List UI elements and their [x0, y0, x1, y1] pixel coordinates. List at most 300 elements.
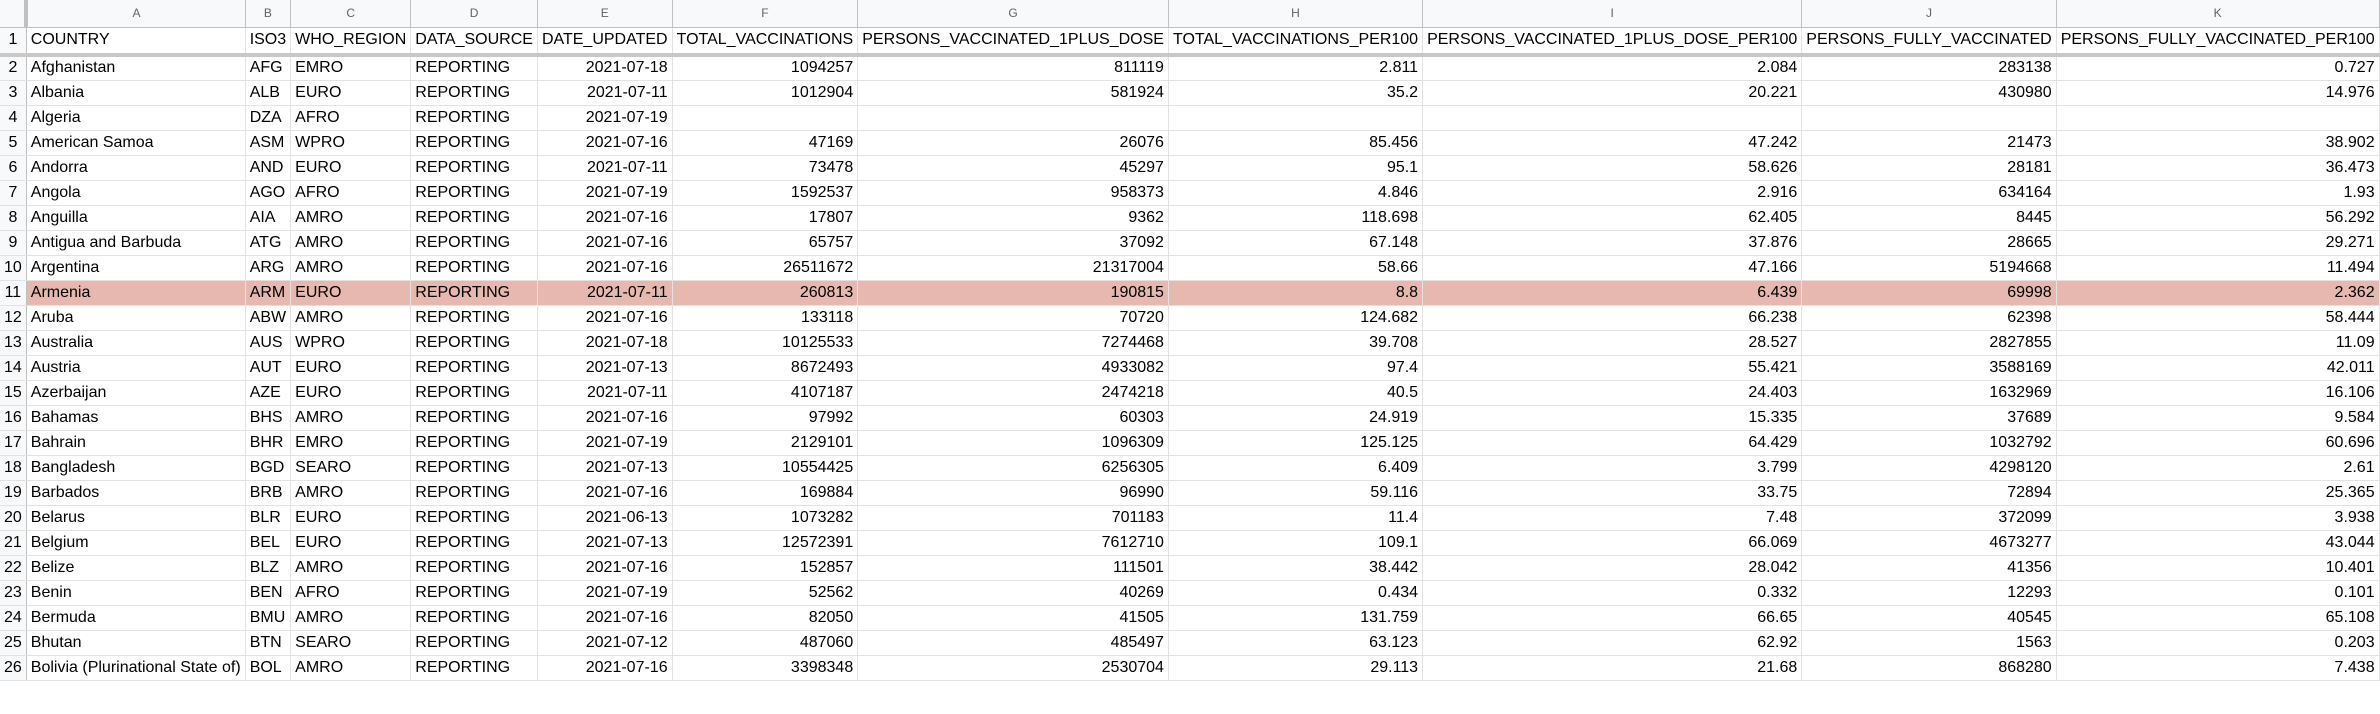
- table-cell[interactable]: 62.405: [1423, 205, 1802, 230]
- table-cell[interactable]: Benin: [26, 580, 245, 605]
- table-cell[interactable]: 2021-07-19: [537, 580, 672, 605]
- table-cell[interactable]: BGD: [245, 455, 290, 480]
- table-cell[interactable]: 2021-07-11: [537, 155, 672, 180]
- table-cell[interactable]: Bermuda: [26, 605, 245, 630]
- table-cell[interactable]: 1632969: [1802, 380, 2056, 405]
- table-cell[interactable]: 2.084: [1423, 55, 1802, 80]
- table-cell[interactable]: 0.203: [2056, 630, 2379, 655]
- table-cell[interactable]: 3398348: [672, 655, 858, 680]
- table-cell[interactable]: 2021-07-16: [537, 230, 672, 255]
- table-cell[interactable]: 47169: [672, 130, 858, 155]
- table-cell[interactable]: 2021-07-16: [537, 480, 672, 505]
- column-title-cell[interactable]: TOTAL_VACCINATIONS: [672, 27, 858, 55]
- table-cell[interactable]: 47.166: [1423, 255, 1802, 280]
- table-cell[interactable]: Belarus: [26, 505, 245, 530]
- table-cell[interactable]: 16.106: [2056, 380, 2379, 405]
- table-cell[interactable]: [1423, 105, 1802, 130]
- table-cell[interactable]: REPORTING: [411, 55, 538, 80]
- table-cell[interactable]: 190815: [858, 280, 1169, 305]
- table-cell[interactable]: 11.09: [2056, 330, 2379, 355]
- column-title-cell[interactable]: TOTAL_VACCINATIONS_PER100: [1168, 27, 1422, 55]
- table-cell[interactable]: 0.332: [1423, 580, 1802, 605]
- table-cell[interactable]: 2021-07-18: [537, 330, 672, 355]
- table-cell[interactable]: 21317004: [858, 255, 1169, 280]
- table-cell[interactable]: 28.042: [1423, 555, 1802, 580]
- table-cell[interactable]: 372099: [1802, 505, 2056, 530]
- table-cell[interactable]: 38.442: [1168, 555, 1422, 580]
- table-cell[interactable]: 29.113: [1168, 655, 1422, 680]
- table-cell[interactable]: EURO: [291, 530, 411, 555]
- table-cell[interactable]: 2021-07-11: [537, 280, 672, 305]
- select-all-corner[interactable]: [0, 0, 26, 27]
- table-cell[interactable]: 125.125: [1168, 430, 1422, 455]
- table-cell[interactable]: 47.242: [1423, 130, 1802, 155]
- table-cell[interactable]: AFRO: [291, 580, 411, 605]
- table-cell[interactable]: EURO: [291, 505, 411, 530]
- table-cell[interactable]: REPORTING: [411, 430, 538, 455]
- table-cell[interactable]: 430980: [1802, 80, 2056, 105]
- table-cell[interactable]: 12572391: [672, 530, 858, 555]
- table-cell[interactable]: REPORTING: [411, 330, 538, 355]
- table-cell[interactable]: 26076: [858, 130, 1169, 155]
- table-cell[interactable]: 36.473: [2056, 155, 2379, 180]
- table-cell[interactable]: 5194668: [1802, 255, 2056, 280]
- table-cell[interactable]: 40.5: [1168, 380, 1422, 405]
- table-cell[interactable]: 17807: [672, 205, 858, 230]
- table-cell[interactable]: REPORTING: [411, 155, 538, 180]
- table-cell[interactable]: 1012904: [672, 80, 858, 105]
- table-cell[interactable]: 65.108: [2056, 605, 2379, 630]
- table-cell[interactable]: 58.626: [1423, 155, 1802, 180]
- table-cell[interactable]: 10554425: [672, 455, 858, 480]
- table-cell[interactable]: Armenia: [26, 280, 245, 305]
- table-cell[interactable]: 2021-07-16: [537, 605, 672, 630]
- table-cell[interactable]: 6.409: [1168, 455, 1422, 480]
- table-cell[interactable]: 634164: [1802, 180, 2056, 205]
- table-cell[interactable]: 65757: [672, 230, 858, 255]
- table-cell[interactable]: 60.696: [2056, 430, 2379, 455]
- table-cell[interactable]: BHR: [245, 430, 290, 455]
- table-cell[interactable]: 1592537: [672, 180, 858, 205]
- table-cell[interactable]: 2021-06-13: [537, 505, 672, 530]
- row-number[interactable]: 25: [0, 630, 26, 655]
- table-cell[interactable]: REPORTING: [411, 355, 538, 380]
- table-cell[interactable]: Bangladesh: [26, 455, 245, 480]
- table-cell[interactable]: 109.1: [1168, 530, 1422, 555]
- table-cell[interactable]: REPORTING: [411, 555, 538, 580]
- table-cell[interactable]: REPORTING: [411, 605, 538, 630]
- table-cell[interactable]: EURO: [291, 380, 411, 405]
- table-cell[interactable]: 82050: [672, 605, 858, 630]
- table-cell[interactable]: 701183: [858, 505, 1169, 530]
- table-cell[interactable]: 487060: [672, 630, 858, 655]
- table-cell[interactable]: 24.403: [1423, 380, 1802, 405]
- column-header[interactable]: I: [1423, 0, 1802, 27]
- table-cell[interactable]: 66.238: [1423, 305, 1802, 330]
- table-cell[interactable]: 39.708: [1168, 330, 1422, 355]
- table-cell[interactable]: AFRO: [291, 180, 411, 205]
- row-number[interactable]: 16: [0, 405, 26, 430]
- table-cell[interactable]: Bhutan: [26, 630, 245, 655]
- table-cell[interactable]: 40269: [858, 580, 1169, 605]
- table-cell[interactable]: ATG: [245, 230, 290, 255]
- table-cell[interactable]: 2.916: [1423, 180, 1802, 205]
- row-number[interactable]: 19: [0, 480, 26, 505]
- table-cell[interactable]: REPORTING: [411, 580, 538, 605]
- table-cell[interactable]: 60303: [858, 405, 1169, 430]
- table-cell[interactable]: Austria: [26, 355, 245, 380]
- column-header[interactable]: C: [291, 0, 411, 27]
- table-cell[interactable]: 8672493: [672, 355, 858, 380]
- table-cell[interactable]: 2021-07-13: [537, 530, 672, 555]
- row-number[interactable]: 4: [0, 105, 26, 130]
- table-cell[interactable]: Afghanistan: [26, 55, 245, 80]
- table-cell[interactable]: AIA: [245, 205, 290, 230]
- table-cell[interactable]: AGO: [245, 180, 290, 205]
- row-number[interactable]: 18: [0, 455, 26, 480]
- table-cell[interactable]: 10125533: [672, 330, 858, 355]
- table-cell[interactable]: Bahrain: [26, 430, 245, 455]
- table-cell[interactable]: 7.48: [1423, 505, 1802, 530]
- row-number[interactable]: 10: [0, 255, 26, 280]
- table-cell[interactable]: 64.429: [1423, 430, 1802, 455]
- table-cell[interactable]: [1802, 105, 2056, 130]
- table-cell[interactable]: 10.401: [2056, 555, 2379, 580]
- table-cell[interactable]: 133118: [672, 305, 858, 330]
- table-cell[interactable]: 124.682: [1168, 305, 1422, 330]
- table-cell[interactable]: 7.438: [2056, 655, 2379, 680]
- table-cell[interactable]: American Samoa: [26, 130, 245, 155]
- column-header[interactable]: H: [1168, 0, 1422, 27]
- table-cell[interactable]: BRB: [245, 480, 290, 505]
- table-cell[interactable]: 2021-07-16: [537, 405, 672, 430]
- table-cell[interactable]: AUS: [245, 330, 290, 355]
- table-cell[interactable]: 58.444: [2056, 305, 2379, 330]
- table-cell[interactable]: [1168, 105, 1422, 130]
- table-cell[interactable]: 67.148: [1168, 230, 1422, 255]
- table-cell[interactable]: 37.876: [1423, 230, 1802, 255]
- table-cell[interactable]: REPORTING: [411, 230, 538, 255]
- table-cell[interactable]: 14.976: [2056, 80, 2379, 105]
- table-cell[interactable]: 96990: [858, 480, 1169, 505]
- table-cell[interactable]: REPORTING: [411, 380, 538, 405]
- table-cell[interactable]: REPORTING: [411, 530, 538, 555]
- table-cell[interactable]: 28665: [1802, 230, 2056, 255]
- table-cell[interactable]: Aruba: [26, 305, 245, 330]
- table-cell[interactable]: 581924: [858, 80, 1169, 105]
- table-cell[interactable]: 1563: [1802, 630, 2056, 655]
- table-cell[interactable]: 0.727: [2056, 55, 2379, 80]
- table-cell[interactable]: Australia: [26, 330, 245, 355]
- table-cell[interactable]: 111501: [858, 555, 1169, 580]
- table-cell[interactable]: WPRO: [291, 330, 411, 355]
- table-cell[interactable]: 2021-07-16: [537, 305, 672, 330]
- table-cell[interactable]: 118.698: [1168, 205, 1422, 230]
- table-cell[interactable]: 2021-07-16: [537, 255, 672, 280]
- table-cell[interactable]: 1094257: [672, 55, 858, 80]
- table-cell[interactable]: REPORTING: [411, 655, 538, 680]
- table-cell[interactable]: 2021-07-18: [537, 55, 672, 80]
- table-cell[interactable]: 7612710: [858, 530, 1169, 555]
- table-cell[interactable]: 4298120: [1802, 455, 2056, 480]
- table-cell[interactable]: Belgium: [26, 530, 245, 555]
- table-cell[interactable]: 131.759: [1168, 605, 1422, 630]
- table-cell[interactable]: 2021-07-16: [537, 205, 672, 230]
- table-cell[interactable]: REPORTING: [411, 505, 538, 530]
- row-number[interactable]: 9: [0, 230, 26, 255]
- row-number[interactable]: 13: [0, 330, 26, 355]
- table-cell[interactable]: 73478: [672, 155, 858, 180]
- table-cell[interactable]: AMRO: [291, 480, 411, 505]
- table-cell[interactable]: 2021-07-19: [537, 105, 672, 130]
- table-cell[interactable]: AFG: [245, 55, 290, 80]
- column-title-cell[interactable]: PERSONS_FULLY_VACCINATED: [1802, 27, 2056, 55]
- table-cell[interactable]: REPORTING: [411, 130, 538, 155]
- table-cell[interactable]: 1096309: [858, 430, 1169, 455]
- table-cell[interactable]: Algeria: [26, 105, 245, 130]
- column-title-cell[interactable]: DATA_SOURCE: [411, 27, 538, 55]
- table-cell[interactable]: 2827855: [1802, 330, 2056, 355]
- table-cell[interactable]: 152857: [672, 555, 858, 580]
- table-cell[interactable]: SEARO: [291, 455, 411, 480]
- table-cell[interactable]: [858, 105, 1169, 130]
- table-cell[interactable]: AMRO: [291, 305, 411, 330]
- table-cell[interactable]: 40545: [1802, 605, 2056, 630]
- column-header[interactable]: B: [245, 0, 290, 27]
- table-cell[interactable]: 2021-07-19: [537, 180, 672, 205]
- table-cell[interactable]: REPORTING: [411, 280, 538, 305]
- table-cell[interactable]: Argentina: [26, 255, 245, 280]
- table-cell[interactable]: ASM: [245, 130, 290, 155]
- table-cell[interactable]: 12293: [1802, 580, 2056, 605]
- table-cell[interactable]: 2530704: [858, 655, 1169, 680]
- table-cell[interactable]: 56.292: [2056, 205, 2379, 230]
- table-cell[interactable]: 2.61: [2056, 455, 2379, 480]
- table-cell[interactable]: Anguilla: [26, 205, 245, 230]
- table-cell[interactable]: 6.439: [1423, 280, 1802, 305]
- table-cell[interactable]: 45297: [858, 155, 1169, 180]
- table-cell[interactable]: 95.1: [1168, 155, 1422, 180]
- table-cell[interactable]: REPORTING: [411, 180, 538, 205]
- table-cell[interactable]: 2021-07-11: [537, 80, 672, 105]
- table-cell[interactable]: REPORTING: [411, 405, 538, 430]
- table-cell[interactable]: 6256305: [858, 455, 1169, 480]
- table-cell[interactable]: 485497: [858, 630, 1169, 655]
- table-cell[interactable]: AMRO: [291, 405, 411, 430]
- table-cell[interactable]: 2.811: [1168, 55, 1422, 80]
- row-number[interactable]: 22: [0, 555, 26, 580]
- table-cell[interactable]: 1.93: [2056, 180, 2379, 205]
- table-cell[interactable]: 20.221: [1423, 80, 1802, 105]
- table-cell[interactable]: Antigua and Barbuda: [26, 230, 245, 255]
- table-cell[interactable]: Belize: [26, 555, 245, 580]
- table-cell[interactable]: ARG: [245, 255, 290, 280]
- table-cell[interactable]: 11.494: [2056, 255, 2379, 280]
- table-cell[interactable]: AMRO: [291, 255, 411, 280]
- table-cell[interactable]: 2021-07-12: [537, 630, 672, 655]
- table-cell[interactable]: 41505: [858, 605, 1169, 630]
- table-cell[interactable]: 2021-07-13: [537, 455, 672, 480]
- table-cell[interactable]: 25.365: [2056, 480, 2379, 505]
- table-cell[interactable]: 70720: [858, 305, 1169, 330]
- table-cell[interactable]: BTN: [245, 630, 290, 655]
- table-cell[interactable]: ARM: [245, 280, 290, 305]
- column-title-cell[interactable]: PERSONS_VACCINATED_1PLUS_DOSE: [858, 27, 1169, 55]
- table-cell[interactable]: BEL: [245, 530, 290, 555]
- table-cell[interactable]: REPORTING: [411, 205, 538, 230]
- table-cell[interactable]: EURO: [291, 280, 411, 305]
- table-cell[interactable]: 4.846: [1168, 180, 1422, 205]
- table-cell[interactable]: 21473: [1802, 130, 2056, 155]
- column-header[interactable]: K: [2056, 0, 2379, 27]
- table-cell[interactable]: Albania: [26, 80, 245, 105]
- table-cell[interactable]: EURO: [291, 80, 411, 105]
- column-header[interactable]: G: [858, 0, 1169, 27]
- table-cell[interactable]: 260813: [672, 280, 858, 305]
- table-cell[interactable]: REPORTING: [411, 305, 538, 330]
- table-cell[interactable]: 7274468: [858, 330, 1169, 355]
- column-header[interactable]: F: [672, 0, 858, 27]
- table-cell[interactable]: 4933082: [858, 355, 1169, 380]
- table-cell[interactable]: Angola: [26, 180, 245, 205]
- table-cell[interactable]: Azerbaijan: [26, 380, 245, 405]
- row-number[interactable]: 26: [0, 655, 26, 680]
- table-cell[interactable]: 24.919: [1168, 405, 1422, 430]
- row-number[interactable]: 3: [0, 80, 26, 105]
- table-cell[interactable]: AMRO: [291, 205, 411, 230]
- table-cell[interactable]: 26511672: [672, 255, 858, 280]
- row-number[interactable]: 14: [0, 355, 26, 380]
- table-cell[interactable]: 811119: [858, 55, 1169, 80]
- table-cell[interactable]: AFRO: [291, 105, 411, 130]
- table-cell[interactable]: Bolivia (Plurinational State of): [26, 655, 245, 680]
- table-cell[interactable]: 62398: [1802, 305, 2056, 330]
- table-cell[interactable]: 29.271: [2056, 230, 2379, 255]
- table-cell[interactable]: REPORTING: [411, 480, 538, 505]
- table-cell[interactable]: 43.044: [2056, 530, 2379, 555]
- table-cell[interactable]: Bahamas: [26, 405, 245, 430]
- column-title-cell[interactable]: ISO3: [245, 27, 290, 55]
- table-cell[interactable]: ABW: [245, 305, 290, 330]
- table-cell[interactable]: 868280: [1802, 655, 2056, 680]
- row-number[interactable]: 21: [0, 530, 26, 555]
- table-cell[interactable]: BEN: [245, 580, 290, 605]
- table-cell[interactable]: 15.335: [1423, 405, 1802, 430]
- table-cell[interactable]: AZE: [245, 380, 290, 405]
- table-cell[interactable]: 169884: [672, 480, 858, 505]
- table-cell[interactable]: 11.4: [1168, 505, 1422, 530]
- table-cell[interactable]: 9.584: [2056, 405, 2379, 430]
- row-number[interactable]: 6: [0, 155, 26, 180]
- table-cell[interactable]: 283138: [1802, 55, 2056, 80]
- table-cell[interactable]: REPORTING: [411, 455, 538, 480]
- column-title-cell[interactable]: PERSONS_FULLY_VACCINATED_PER100: [2056, 27, 2379, 55]
- table-cell[interactable]: REPORTING: [411, 105, 538, 130]
- table-cell[interactable]: 0.101: [2056, 580, 2379, 605]
- column-header[interactable]: A: [26, 0, 245, 27]
- table-cell[interactable]: REPORTING: [411, 255, 538, 280]
- table-cell[interactable]: WPRO: [291, 130, 411, 155]
- row-number[interactable]: 1: [0, 27, 26, 55]
- row-number[interactable]: 7: [0, 180, 26, 205]
- table-cell[interactable]: 35.2: [1168, 80, 1422, 105]
- table-cell[interactable]: 2474218: [858, 380, 1169, 405]
- table-cell[interactable]: BMU: [245, 605, 290, 630]
- table-cell[interactable]: 8.8: [1168, 280, 1422, 305]
- column-title-cell[interactable]: COUNTRY: [26, 27, 245, 55]
- table-cell[interactable]: REPORTING: [411, 630, 538, 655]
- table-cell[interactable]: [672, 105, 858, 130]
- table-cell[interactable]: 2129101: [672, 430, 858, 455]
- table-cell[interactable]: AMRO: [291, 230, 411, 255]
- row-number[interactable]: 17: [0, 430, 26, 455]
- table-cell[interactable]: 33.75: [1423, 480, 1802, 505]
- table-cell[interactable]: 2021-07-16: [537, 130, 672, 155]
- table-cell[interactable]: 37092: [858, 230, 1169, 255]
- row-number[interactable]: 2: [0, 55, 26, 80]
- row-number[interactable]: 12: [0, 305, 26, 330]
- table-cell[interactable]: [2056, 105, 2379, 130]
- table-cell[interactable]: EURO: [291, 155, 411, 180]
- table-cell[interactable]: AUT: [245, 355, 290, 380]
- row-number[interactable]: 20: [0, 505, 26, 530]
- row-number[interactable]: 8: [0, 205, 26, 230]
- table-cell[interactable]: AMRO: [291, 605, 411, 630]
- row-number[interactable]: 5: [0, 130, 26, 155]
- table-cell[interactable]: 85.456: [1168, 130, 1422, 155]
- table-cell[interactable]: BLR: [245, 505, 290, 530]
- table-cell[interactable]: 97.4: [1168, 355, 1422, 380]
- table-cell[interactable]: 2.362: [2056, 280, 2379, 305]
- row-number[interactable]: 23: [0, 580, 26, 605]
- column-title-cell[interactable]: PERSONS_VACCINATED_1PLUS_DOSE_PER100: [1423, 27, 1802, 55]
- table-cell[interactable]: REPORTING: [411, 80, 538, 105]
- table-cell[interactable]: BOL: [245, 655, 290, 680]
- table-cell[interactable]: 2021-07-16: [537, 655, 672, 680]
- table-cell[interactable]: 2021-07-13: [537, 355, 672, 380]
- table-cell[interactable]: 2021-07-16: [537, 555, 672, 580]
- table-cell[interactable]: 2021-07-19: [537, 430, 672, 455]
- table-cell[interactable]: 97992: [672, 405, 858, 430]
- table-cell[interactable]: 59.116: [1168, 480, 1422, 505]
- table-cell[interactable]: AMRO: [291, 655, 411, 680]
- row-number[interactable]: 11: [0, 280, 26, 305]
- table-cell[interactable]: 21.68: [1423, 655, 1802, 680]
- table-cell[interactable]: Andorra: [26, 155, 245, 180]
- table-cell[interactable]: SEARO: [291, 630, 411, 655]
- table-cell[interactable]: 3.799: [1423, 455, 1802, 480]
- table-cell[interactable]: 38.902: [2056, 130, 2379, 155]
- table-cell[interactable]: EMRO: [291, 430, 411, 455]
- table-cell[interactable]: 958373: [858, 180, 1169, 205]
- table-cell[interactable]: EURO: [291, 355, 411, 380]
- table-cell[interactable]: EMRO: [291, 55, 411, 80]
- column-header[interactable]: J: [1802, 0, 2056, 27]
- table-cell[interactable]: 28.527: [1423, 330, 1802, 355]
- column-header[interactable]: E: [537, 0, 672, 27]
- table-cell[interactable]: 28181: [1802, 155, 2056, 180]
- row-number[interactable]: 15: [0, 380, 26, 405]
- table-cell[interactable]: 4673277: [1802, 530, 2056, 555]
- table-cell[interactable]: Barbados: [26, 480, 245, 505]
- table-cell[interactable]: 9362: [858, 205, 1169, 230]
- table-cell[interactable]: 37689: [1802, 405, 2056, 430]
- table-cell[interactable]: 42.011: [2056, 355, 2379, 380]
- table-cell[interactable]: 4107187: [672, 380, 858, 405]
- table-cell[interactable]: BLZ: [245, 555, 290, 580]
- table-cell[interactable]: 8445: [1802, 205, 2056, 230]
- table-cell[interactable]: 69998: [1802, 280, 2056, 305]
